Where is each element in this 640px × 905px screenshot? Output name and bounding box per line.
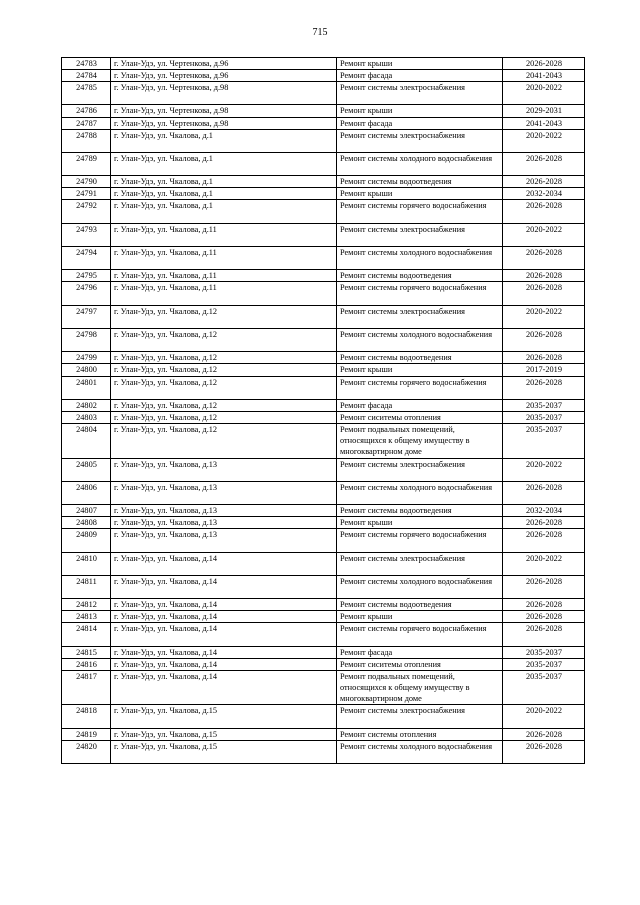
row-address: г. Улан-Удэ, ул. Чкалова, д.1: [111, 200, 337, 223]
row-work-type: Ремонт системы водоотведения: [337, 270, 503, 282]
row-address: г. Улан-Удэ, ул. Чкалова, д.12: [111, 399, 337, 411]
row-period: 2035-2037: [503, 411, 585, 423]
row-number: 24784: [62, 70, 111, 82]
row-number: 24804: [62, 424, 111, 459]
row-work-type: Ремонт системы холодного водоснабжения: [337, 247, 503, 270]
row-period: 2035-2037: [503, 399, 585, 411]
row-address: г. Улан-Удэ, ул. Чертенкова, д.98: [111, 105, 337, 117]
table-row: [62, 658, 585, 670]
row-address: г. Улан-Удэ, ул. Чкалова, д.1: [111, 188, 337, 200]
row-address: г. Улан-Удэ, ул. Чкалова, д.12: [111, 364, 337, 376]
row-period: 2026-2028: [503, 728, 585, 740]
table-row: [62, 117, 585, 129]
row-number: 24805: [62, 458, 111, 481]
row-address: г. Улан-Удэ, ул. Чкалова, д.13: [111, 505, 337, 517]
row-address: г. Улан-Удэ, ул. Чертенкова, д.96: [111, 58, 337, 70]
table-row: [62, 70, 585, 82]
row-work-type: Ремонт фасада: [337, 70, 503, 82]
row-work-type: Ремонт системы горячего водоснабжения: [337, 200, 503, 223]
table-row: [62, 376, 585, 399]
row-number: 24806: [62, 481, 111, 504]
row-period: 2041-2043: [503, 117, 585, 129]
row-period: 2020-2022: [503, 705, 585, 728]
row-number: 24796: [62, 282, 111, 305]
row-address: г. Улан-Удэ, ул. Чкалова, д.1: [111, 129, 337, 152]
table-row: [62, 623, 585, 646]
table-row: [62, 58, 585, 70]
row-work-type: Ремонт системы водоотведения: [337, 505, 503, 517]
row-period: 2026-2028: [503, 247, 585, 270]
row-period: 2026-2028: [503, 517, 585, 529]
row-work-type: Ремонт фасада: [337, 399, 503, 411]
row-period: 2026-2028: [503, 623, 585, 646]
row-work-type: Ремонт крыши: [337, 611, 503, 623]
row-number: 24788: [62, 129, 111, 152]
table-row: [62, 505, 585, 517]
row-work-type: Ремонт системы горячего водоснабжения: [337, 623, 503, 646]
page-number: 715: [312, 27, 328, 38]
row-number: 24793: [62, 223, 111, 246]
row-period: 2026-2028: [503, 575, 585, 598]
row-address: г. Улан-Удэ, ул. Чкалова, д.1: [111, 152, 337, 175]
row-address: г. Улан-Удэ, ул. Чкалова, д.12: [111, 376, 337, 399]
row-period: 2035-2037: [503, 670, 585, 705]
row-number: 24794: [62, 247, 111, 270]
row-period: 2026-2028: [503, 58, 585, 70]
row-address: г. Улан-Удэ, ул. Чкалова, д.15: [111, 728, 337, 740]
capital-repair-table: [61, 57, 585, 764]
row-number: 24790: [62, 176, 111, 188]
table-row: [62, 82, 585, 105]
row-work-type: Ремонт системы отопления: [337, 728, 503, 740]
table-row: [62, 481, 585, 504]
table-row: [62, 411, 585, 423]
row-work-type: Ремонт системы холодного водоснабжения: [337, 329, 503, 352]
table-row: [62, 728, 585, 740]
row-number: 24800: [62, 364, 111, 376]
row-period: 2020-2022: [503, 458, 585, 481]
row-period: 2026-2028: [503, 529, 585, 552]
table-row: [62, 529, 585, 552]
row-number: 24789: [62, 152, 111, 175]
row-number: 24803: [62, 411, 111, 423]
row-period: 2035-2037: [503, 424, 585, 459]
row-work-type: Ремонт системы горячего водоснабжения: [337, 529, 503, 552]
row-number: 24799: [62, 352, 111, 364]
table-row: [62, 364, 585, 376]
row-work-type: Ремонт системы водоотведения: [337, 352, 503, 364]
row-number: 24795: [62, 270, 111, 282]
row-period: 2020-2022: [503, 129, 585, 152]
row-work-type: Ремонт системы электроснабжения: [337, 305, 503, 328]
table-row: [62, 552, 585, 575]
row-period: 2026-2028: [503, 599, 585, 611]
row-work-type: Ремонт системы электроснабжения: [337, 705, 503, 728]
row-number: 24797: [62, 305, 111, 328]
table-row: [62, 176, 585, 188]
row-number: 24807: [62, 505, 111, 517]
row-number: 24815: [62, 646, 111, 658]
row-address: г. Улан-Удэ, ул. Чкалова, д.14: [111, 552, 337, 575]
row-period: 2026-2028: [503, 282, 585, 305]
table-row: [62, 105, 585, 117]
row-number: 24817: [62, 670, 111, 705]
table-row: [62, 399, 585, 411]
row-number: 24810: [62, 552, 111, 575]
row-work-type: Ремонт системы водоотведения: [337, 599, 503, 611]
table-row: [62, 599, 585, 611]
row-address: г. Улан-Удэ, ул. Чкалова, д.1: [111, 176, 337, 188]
row-work-type: Ремонт системы горячего водоснабжения: [337, 376, 503, 399]
table-row: [62, 646, 585, 658]
table-row: [62, 223, 585, 246]
row-address: г. Улан-Удэ, ул. Чкалова, д.15: [111, 740, 337, 763]
row-period: 2026-2028: [503, 200, 585, 223]
row-address: г. Улан-Удэ, ул. Чкалова, д.13: [111, 529, 337, 552]
table-row: [62, 305, 585, 328]
row-number: 24811: [62, 575, 111, 598]
row-work-type: Ремонт подвальных помещений, относящихся к общему имуществу в многоквартирном доме: [337, 670, 503, 705]
row-number: 24820: [62, 740, 111, 763]
row-work-type: Ремонт фасада: [337, 117, 503, 129]
row-address: г. Улан-Удэ, ул. Чкалова, д.14: [111, 658, 337, 670]
row-address: г. Улан-Удэ, ул. Чкалова, д.12: [111, 329, 337, 352]
row-address: г. Улан-Удэ, ул. Чкалова, д.13: [111, 481, 337, 504]
row-number: 24783: [62, 58, 111, 70]
row-address: г. Улан-Удэ, ул. Чкалова, д.12: [111, 305, 337, 328]
row-work-type: Ремонт системы электроснабжения: [337, 129, 503, 152]
row-number: 24808: [62, 517, 111, 529]
row-number: 24816: [62, 658, 111, 670]
row-number: 24791: [62, 188, 111, 200]
row-number: 24812: [62, 599, 111, 611]
row-period: 2035-2037: [503, 646, 585, 658]
row-number: 24809: [62, 529, 111, 552]
table-row: [62, 611, 585, 623]
row-address: г. Улан-Удэ, ул. Чкалова, д.14: [111, 670, 337, 705]
row-address: г. Улан-Удэ, ул. Чкалова, д.13: [111, 517, 337, 529]
table-row: [62, 200, 585, 223]
row-address: г. Улан-Удэ, ул. Чкалова, д.12: [111, 424, 337, 459]
row-period: 2020-2022: [503, 552, 585, 575]
row-work-type: Ремонт системы холодного водоснабжения: [337, 575, 503, 598]
table-row: [62, 129, 585, 152]
row-address: г. Улан-Удэ, ул. Чертенкова, д.98: [111, 82, 337, 105]
row-address: г. Улан-Удэ, ул. Чкалова, д.11: [111, 223, 337, 246]
row-work-type: Ремонт крыши: [337, 58, 503, 70]
row-work-type: Ремонт системы водоотведения: [337, 176, 503, 188]
row-address: г. Улан-Удэ, ул. Чертенкова, д.98: [111, 117, 337, 129]
table-row: [62, 670, 585, 705]
row-work-type: Ремонт системы электроснабжения: [337, 552, 503, 575]
row-period: 2035-2037: [503, 658, 585, 670]
row-number: 24785: [62, 82, 111, 105]
table-row: [62, 575, 585, 598]
row-address: г. Улан-Удэ, ул. Чкалова, д.11: [111, 282, 337, 305]
row-address: г. Улан-Удэ, ул. Чкалова, д.13: [111, 458, 337, 481]
row-work-type: Ремонт крыши: [337, 188, 503, 200]
table-row: [62, 152, 585, 175]
row-address: г. Улан-Удэ, ул. Чкалова, д.14: [111, 646, 337, 658]
row-work-type: Ремонт системы электроснабжения: [337, 82, 503, 105]
table-row: [62, 282, 585, 305]
row-period: 2020-2022: [503, 305, 585, 328]
row-period: 2029-2031: [503, 105, 585, 117]
row-work-type: Ремонт крыши: [337, 364, 503, 376]
row-period: 2041-2043: [503, 70, 585, 82]
table-row: [62, 424, 585, 459]
row-period: 2017-2019: [503, 364, 585, 376]
row-period: 2026-2028: [503, 481, 585, 504]
table-row: [62, 740, 585, 763]
row-address: г. Улан-Удэ, ул. Чертенкова, д.96: [111, 70, 337, 82]
row-work-type: Ремонт сиситемы отопления: [337, 658, 503, 670]
row-number: 24819: [62, 728, 111, 740]
row-period: 2026-2028: [503, 376, 585, 399]
row-address: г. Улан-Удэ, ул. Чкалова, д.15: [111, 705, 337, 728]
row-address: г. Улан-Удэ, ул. Чкалова, д.12: [111, 352, 337, 364]
table-row: [62, 352, 585, 364]
row-work-type: Ремонт крыши: [337, 517, 503, 529]
row-address: г. Улан-Удэ, ул. Чкалова, д.11: [111, 270, 337, 282]
row-period: 2026-2028: [503, 152, 585, 175]
table-body: [62, 58, 585, 764]
row-period: 2032-2034: [503, 505, 585, 517]
row-address: г. Улан-Удэ, ул. Чкалова, д.12: [111, 411, 337, 423]
row-work-type: Ремонт системы горячего водоснабжения: [337, 282, 503, 305]
row-number: 24802: [62, 399, 111, 411]
row-work-type: Ремонт сиситемы отопления: [337, 411, 503, 423]
row-address: г. Улан-Удэ, ул. Чкалова, д.14: [111, 611, 337, 623]
row-period: 2020-2022: [503, 82, 585, 105]
row-period: 2026-2028: [503, 329, 585, 352]
row-address: г. Улан-Удэ, ул. Чкалова, д.14: [111, 623, 337, 646]
row-period: 2026-2028: [503, 611, 585, 623]
row-number: 24801: [62, 376, 111, 399]
row-period: 2026-2028: [503, 740, 585, 763]
row-work-type: Ремонт крыши: [337, 105, 503, 117]
row-period: 2020-2022: [503, 223, 585, 246]
table-row: [62, 329, 585, 352]
row-address: г. Улан-Удэ, ул. Чкалова, д.11: [111, 247, 337, 270]
table-row: [62, 247, 585, 270]
row-number: 24787: [62, 117, 111, 129]
table-row: [62, 517, 585, 529]
row-work-type: Ремонт подвальных помещений, относящихся к общему имуществу в многоквартирном доме: [337, 424, 503, 459]
row-number: 24818: [62, 705, 111, 728]
row-period: 2026-2028: [503, 270, 585, 282]
table-row: [62, 270, 585, 282]
row-period: 2026-2028: [503, 352, 585, 364]
table-row: [62, 458, 585, 481]
row-work-type: Ремонт системы электроснабжения: [337, 458, 503, 481]
row-number: 24798: [62, 329, 111, 352]
row-number: 24792: [62, 200, 111, 223]
table-row: [62, 705, 585, 728]
row-work-type: Ремонт фасада: [337, 646, 503, 658]
row-address: г. Улан-Удэ, ул. Чкалова, д.14: [111, 599, 337, 611]
row-work-type: Ремонт системы электроснабжения: [337, 223, 503, 246]
row-number: 24786: [62, 105, 111, 117]
row-work-type: Ремонт системы холодного водоснабжения: [337, 152, 503, 175]
row-number: 24814: [62, 623, 111, 646]
row-work-type: Ремонт системы холодного водоснабжения: [337, 481, 503, 504]
row-number: 24813: [62, 611, 111, 623]
row-period: 2026-2028: [503, 176, 585, 188]
row-period: 2032-2034: [503, 188, 585, 200]
row-address: г. Улан-Удэ, ул. Чкалова, д.14: [111, 575, 337, 598]
table-row: [62, 188, 585, 200]
row-work-type: Ремонт системы холодного водоснабжения: [337, 740, 503, 763]
